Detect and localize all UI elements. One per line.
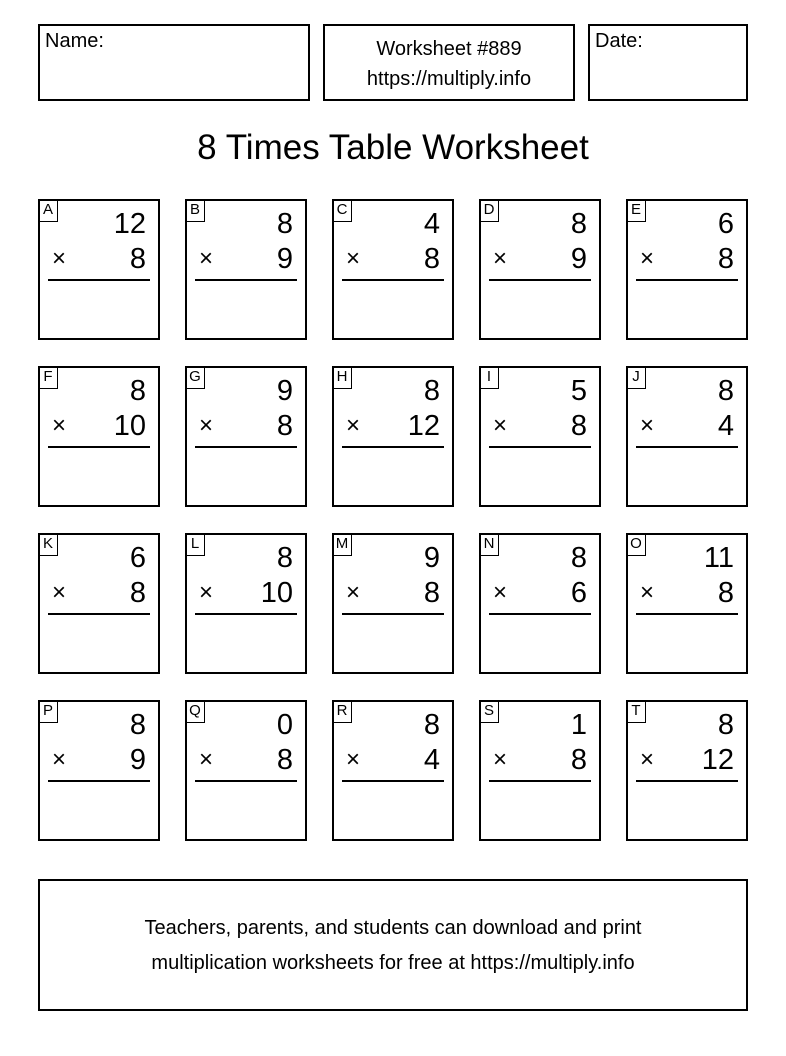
problem-e[interactable] [626,199,748,340]
multiplicand: 8 [717,375,734,407]
problem-d[interactable] [479,199,601,340]
multiplier: 8 [276,744,293,776]
name-field[interactable] [38,24,310,101]
times-icon: × [199,245,214,272]
answer-line [195,613,297,615]
answer-line [636,279,738,281]
multiplier: 8 [717,243,734,275]
multiplier: 8 [129,577,146,609]
answer-line [636,613,738,615]
problem-s[interactable] [479,700,601,841]
multiplicand: 8 [717,709,734,741]
problem-letter: T [626,700,646,723]
footer-box [38,879,748,1011]
multiplicand: 5 [570,375,587,407]
problem-i[interactable] [479,366,601,507]
multiplicand: 9 [276,375,293,407]
problem-letter: K [38,533,58,556]
problem-letter: C [332,199,352,222]
worksheet-website: https://multiply.info [366,68,532,90]
times-icon: × [199,746,214,773]
times-icon: × [346,245,361,272]
problem-n[interactable] [479,533,601,674]
problem-letter: D [479,199,499,222]
worksheet-number: Worksheet #889 [376,38,522,60]
multiplicand: 6 [717,208,734,240]
footer-text-line-1: Teachers, parents, and students can download and print [144,917,642,939]
answer-line [489,780,591,782]
multiplier: 8 [570,410,587,442]
multiplicand: 8 [423,375,440,407]
problem-p[interactable] [38,700,160,841]
problem-q[interactable] [185,700,307,841]
problem-f[interactable] [38,366,160,507]
problem-letter: B [185,199,205,222]
multiplier: 4 [423,744,440,776]
answer-line [48,446,150,448]
problem-letter: L [185,533,205,556]
problem-letter: Q [185,700,205,723]
times-icon: × [346,746,361,773]
multiplier: 8 [423,243,440,275]
multiplier: 10 [113,410,146,442]
times-icon: × [493,746,508,773]
multiplicand: 4 [423,208,440,240]
times-icon: × [346,579,361,606]
times-icon: × [346,412,361,439]
times-icon: × [640,746,655,773]
multiplier: 4 [717,410,734,442]
multiplier: 8 [276,410,293,442]
multiplicand: 8 [570,208,587,240]
answer-line [489,613,591,615]
problem-h[interactable] [332,366,454,507]
problem-letter: H [332,366,352,389]
problem-letter: J [626,366,646,389]
problem-l[interactable] [185,533,307,674]
answer-line [342,613,444,615]
answer-line [342,780,444,782]
page-title: 8 Times Table Worksheet [197,128,589,167]
problem-letter: O [626,533,646,556]
times-icon: × [52,245,67,272]
times-icon: × [493,245,508,272]
multiplicand: 8 [276,542,293,574]
multiplier: 12 [701,744,734,776]
problem-letter: I [479,366,499,389]
answer-line [636,446,738,448]
multiplicand: 8 [129,709,146,741]
date-label: Date: [595,30,643,52]
times-icon: × [640,245,655,272]
problem-o[interactable] [626,533,748,674]
multiplier: 10 [260,577,293,609]
multiplicand: 0 [276,709,293,741]
problem-r[interactable] [332,700,454,841]
times-icon: × [199,579,214,606]
multiplicand: 11 [703,542,734,574]
multiplier: 6 [570,577,587,609]
times-icon: × [640,412,655,439]
answer-line [195,446,297,448]
problem-c[interactable] [332,199,454,340]
problem-letter: E [626,199,646,222]
multiplier: 9 [570,243,587,275]
problem-letter: R [332,700,352,723]
times-icon: × [640,579,655,606]
multiplicand: 6 [129,542,146,574]
problem-t[interactable] [626,700,748,841]
multiplier: 9 [276,243,293,275]
name-label: Name: [45,30,104,52]
multiplicand: 1 [570,709,587,741]
problem-b[interactable] [185,199,307,340]
footer-text-line-2: multiplication worksheets for free at https://multiply.info [151,952,635,974]
problem-letter: S [479,700,499,723]
answer-line [48,613,150,615]
problem-letter: M [332,533,352,556]
times-icon: × [52,579,67,606]
answer-line [636,780,738,782]
multiplicand: 8 [423,709,440,741]
answer-line [195,279,297,281]
times-icon: × [52,746,67,773]
multiplier: 8 [129,243,146,275]
multiplier: 9 [129,744,146,776]
times-icon: × [493,412,508,439]
problem-k[interactable] [38,533,160,674]
problem-m[interactable] [332,533,454,674]
answer-line [48,279,150,281]
problem-g[interactable] [185,366,307,507]
problem-a[interactable] [38,199,160,340]
multiplier: 8 [423,577,440,609]
multiplier: 8 [717,577,734,609]
problem-j[interactable] [626,366,748,507]
answer-line [489,446,591,448]
worksheet-info-box [323,24,575,101]
problem-letter: A [38,199,58,222]
multiplier: 8 [570,744,587,776]
multiplicand: 12 [113,208,146,240]
answer-line [489,279,591,281]
multiplicand: 8 [570,542,587,574]
multiplicand: 8 [276,208,293,240]
times-icon: × [199,412,214,439]
answer-line [195,780,297,782]
problem-letter: P [38,700,58,723]
times-icon: × [52,412,67,439]
answer-line [48,780,150,782]
multiplier: 12 [407,410,440,442]
multiplicand: 8 [129,375,146,407]
answer-line [342,446,444,448]
answer-line [342,279,444,281]
problem-letter: F [38,366,58,389]
multiplicand: 9 [423,542,440,574]
problem-letter: G [185,366,205,389]
times-icon: × [493,579,508,606]
date-field[interactable] [588,24,748,101]
problem-letter: N [479,533,499,556]
